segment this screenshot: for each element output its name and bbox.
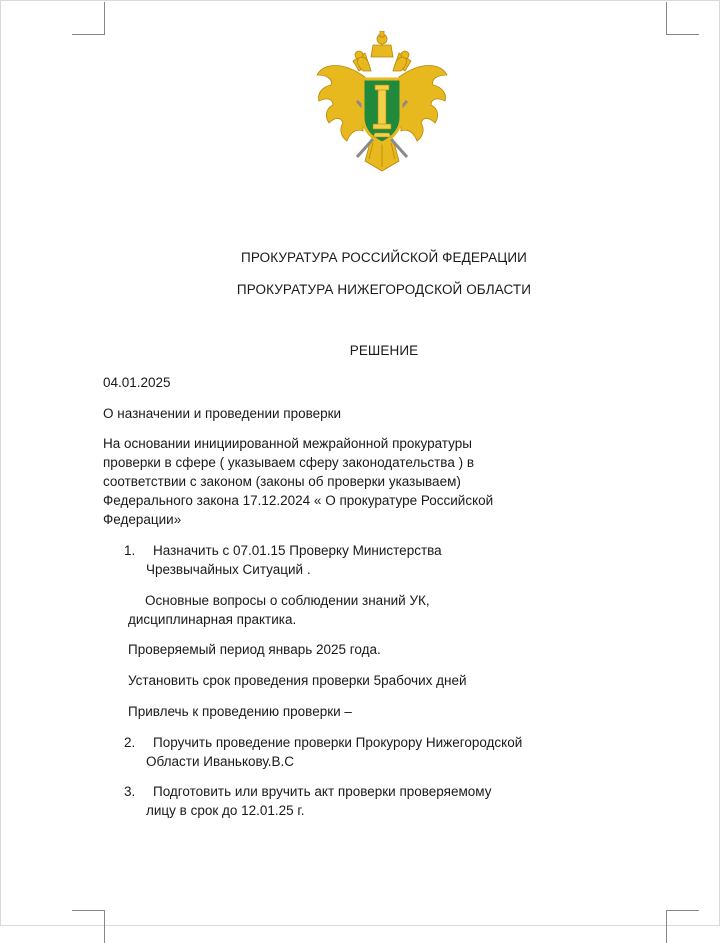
sub-paragraph: дисциплинарная практика. [128, 612, 297, 627]
document-subject: О назначении и проведении проверки [103, 406, 342, 421]
preamble-line: проверки в сфере ( указываем сферу законодательства ) в [103, 455, 475, 470]
sub-paragraph: Установить срок проведения проверки 5рабочих дней [128, 673, 467, 688]
preamble-line: На основании инициированной межрайонной прокуратуры [103, 436, 472, 451]
preamble-line: Федерального закона 17.12.2024 « О прокуратуре Российской [103, 493, 494, 508]
list-item-number: 3. [124, 784, 136, 799]
sub-paragraph: Проверяемый период январь 2025 года. [128, 642, 381, 657]
crop-mark-top-left [72, 2, 105, 35]
preamble-line: Федерации» [103, 512, 182, 527]
document-date: 04.01.2025 [103, 375, 171, 390]
list-item-text: Подготовить или вручить акт проверки проверяемому [153, 784, 492, 799]
org-name-regional: ПРОКУРАТУРА НИЖЕГОРОДСКОЙ ОБЛАСТИ [236, 282, 532, 297]
document-type-title: РЕШЕНИЕ [349, 343, 419, 358]
preamble-line: соответствии с законом (законы об проверки указываем) [103, 474, 461, 489]
crop-mark-bottom-right [666, 910, 699, 943]
crop-mark-bottom-left [72, 910, 105, 943]
list-item-text: Назначить с 07.01.15 Проверку Министерства [153, 543, 442, 558]
list-item-text: Поручить проведение проверки Прокурору Нижегородской [153, 735, 523, 750]
list-item-number: 2. [124, 735, 136, 750]
sub-paragraph: Привлечь к проведению проверки – [128, 704, 352, 719]
org-name-federal: ПРОКУРАТУРА РОССИЙСКОЙ ФЕДЕРАЦИИ [241, 250, 527, 265]
list-item-text: Чрезвычайных Ситуаций . [146, 562, 311, 577]
list-item-text: Области Иванькову.В.С [146, 754, 295, 769]
crop-mark-top-right [666, 2, 699, 35]
sub-paragraph: Основные вопросы о соблюдении знаний УК, [145, 593, 430, 608]
list-item-number: 1. [124, 543, 136, 558]
prosecutor-emblem-icon [313, 31, 451, 177]
list-item-text: лицу в срок до 12.01.25 г. [146, 803, 305, 818]
